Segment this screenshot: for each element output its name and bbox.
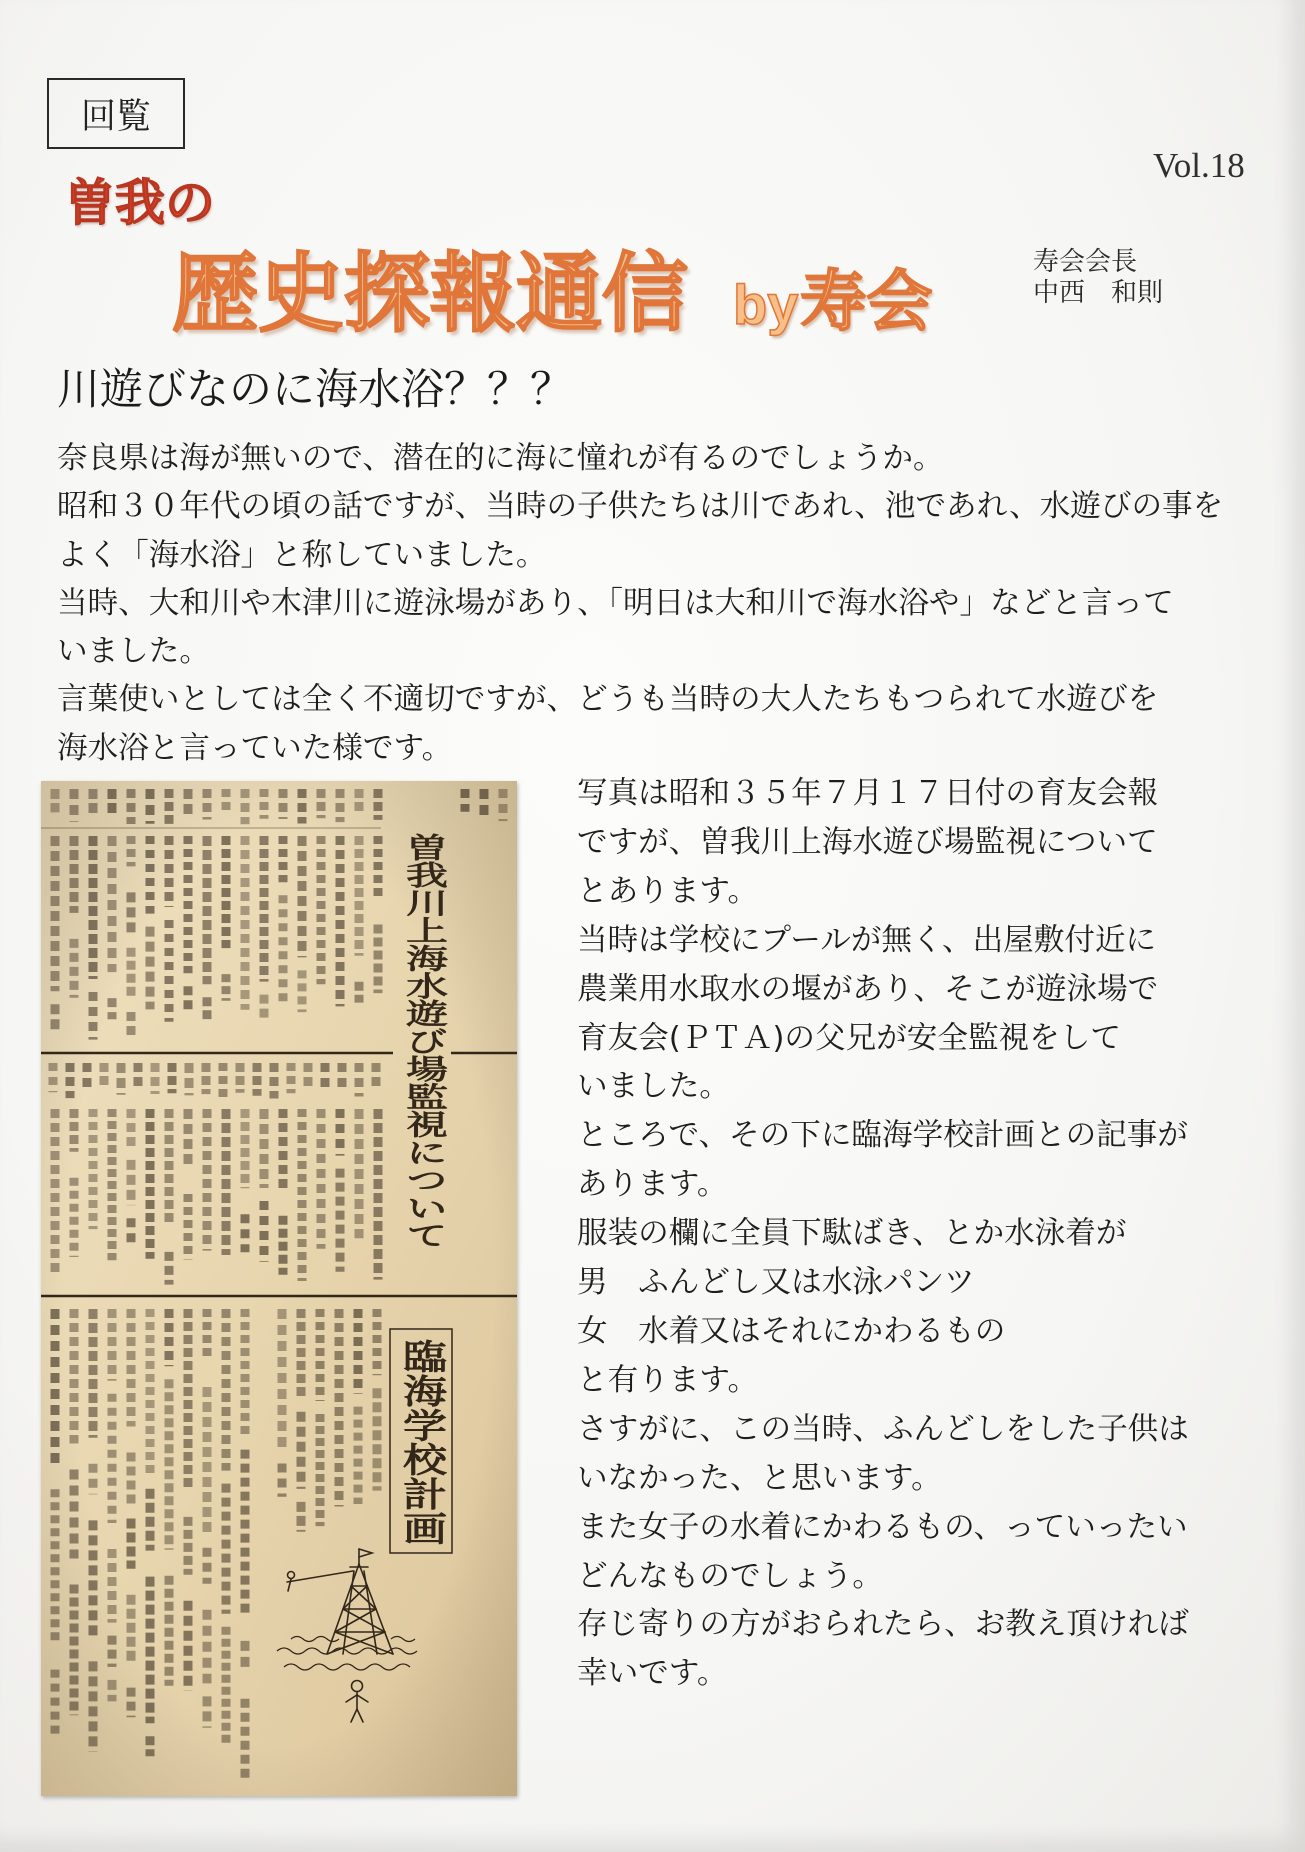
photo-note-line: 幸いです。: [577, 1656, 728, 1692]
author-block: [1033, 247, 1163, 309]
photo-note-line: とあります。: [577, 873, 759, 909]
photo-note-line: あります。: [577, 1167, 728, 1203]
intro-line: 当時、大和川や木津川に遊泳場があり、「明日は大和川で海水浴や」などと言って: [57, 585, 1174, 621]
photo-note-line: 農業用水取水の堰があり、そこが遊泳場で: [577, 971, 1159, 1007]
photo-note-line: 服装の欄に全員下駄ばき、とか水泳着が: [577, 1216, 1127, 1252]
photo-note-paragraph: [577, 770, 1189, 1699]
circulation-label: 回覧: [80, 96, 151, 137]
volume-number: Vol.18: [1153, 146, 1245, 185]
photo-note-line: 育友会(ＰＴＡ)の父兄が安全監視をして: [577, 1020, 1121, 1056]
clipping-headline-upper: 曽我川上海水遊び場監視について: [400, 833, 449, 1249]
intro-line: 昭和３０年代の頃の話ですが、当時の子供たちは川であれ、池であれ、水遊びの事を: [57, 489, 1224, 525]
intro-line: 奈良県は海が無いので、潜在的に海に憧れが有るのでしょうか。: [57, 441, 944, 476]
newsletter-title: 歴史探報通信: [172, 244, 688, 344]
photo-note-line: 写真は昭和３５年７月１７日付の育友会報: [577, 776, 1159, 811]
intro-line: 海水浴と言っていた様です。: [57, 730, 453, 766]
photo-note-line: 存じ寄りの方がおられたら、お教え頂ければ: [577, 1607, 1189, 1643]
intro-line: いました。: [57, 634, 210, 670]
photo-note-line: また女子の水着にかわるもの、っていったい: [577, 1509, 1188, 1545]
article-heading: 川遊びなのに海水浴？？？: [57, 365, 573, 415]
photo-note-line: さすがに、この当時、ふんどしをした子供は: [577, 1411, 1189, 1447]
title-by: by: [733, 273, 799, 336]
photo-note-line: いました。: [577, 1069, 730, 1105]
title-byline: [733, 262, 932, 342]
photo-note-line: 女 水着又はそれにかわるもの: [577, 1313, 1006, 1349]
circulation-label-box: [47, 78, 185, 149]
photo-note-line: ですが、曽我川上海水遊び場監視について: [577, 824, 1158, 860]
title-prefix: 曽我の: [65, 174, 215, 232]
newspaper-clipping: [41, 781, 517, 1796]
photo-note-line: どんなものでしょう。: [577, 1558, 883, 1594]
photo-note-line: ところで、その下に臨海学校計画との記事が: [577, 1118, 1188, 1154]
intro-paragraph: [57, 435, 1223, 773]
photo-note-line: 男 ふんどし又は水泳パンツ: [577, 1265, 975, 1301]
author-name: 中西 和則: [1033, 278, 1164, 308]
photo-note-line: と有ります。: [577, 1362, 759, 1398]
title-group-name: 寿会: [800, 263, 933, 340]
photo-note-line: 当時は学校にプールが無く、出屋敷付近に: [577, 922, 1157, 958]
intro-line: 言葉使いとしては全く不適切ですが、どうも当時の大人たちもつられて水遊びを: [57, 682, 1159, 718]
photo-note-line: いなかった、と思います。: [577, 1460, 942, 1496]
intro-line: よく「海水浴」と称していました。: [57, 537, 547, 573]
clipping-headline-lower: 臨海学校計画: [395, 1339, 446, 1545]
author-role: 寿会会長: [1033, 247, 1138, 277]
